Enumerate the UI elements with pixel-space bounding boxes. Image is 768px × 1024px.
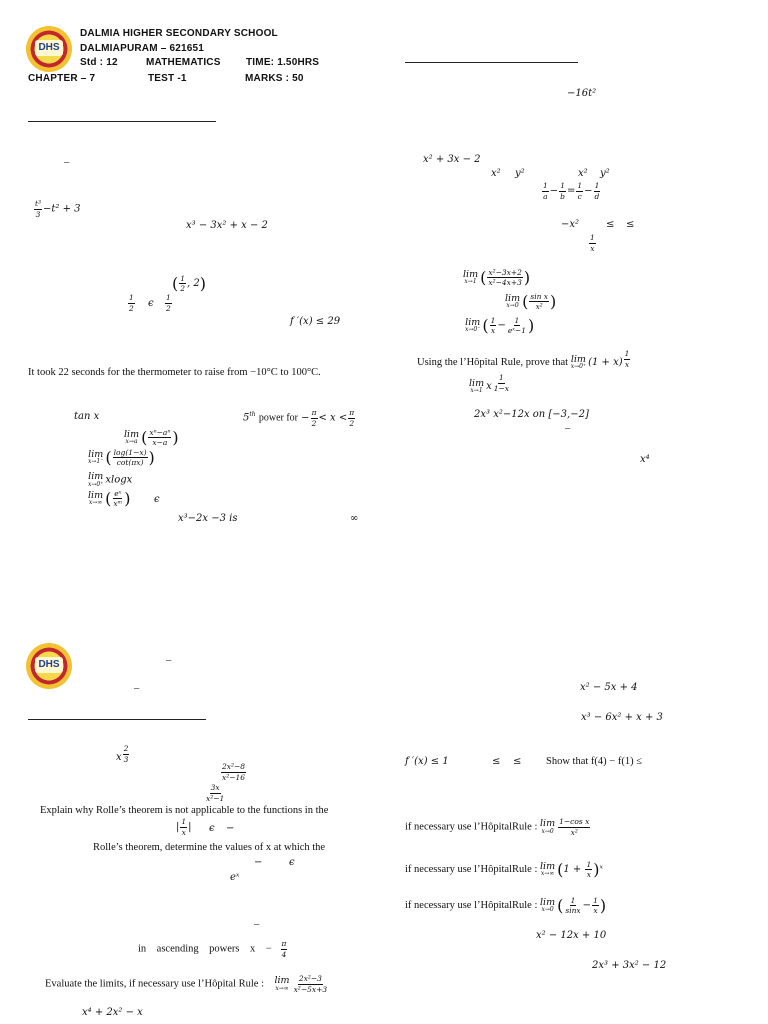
hopital-label: if necessary use l’HôpitalRule :: [405, 821, 538, 833]
question-text: Evaluate the limits, if necessary use l’Hôpital Rule : lim x→∞ $\frac{\text{2x²−3}}{\text{x²−5x+3}}$: [45, 974, 328, 994]
divider-left-top: [28, 121, 216, 122]
math-expression: x² − 5x + 4: [580, 682, 638, 693]
math-expression: x² + 3x − 2: [423, 154, 481, 165]
limit-expression: lim x→0⁺ xlogx: [88, 471, 133, 488]
limit-expression: lim x→1 x $^{\frac{1}{1-x}}$: [469, 373, 510, 395]
time-label: TIME: 1.50HRS: [246, 57, 320, 68]
math-fraction: $\frac{1}{2}$: [166, 293, 171, 313]
school-name: DALMIA HIGHER SECONDARY SCHOOL: [80, 28, 278, 39]
question-text: Explain why Rolle’s theorem is not applicable to the functions in the: [40, 805, 329, 816]
infinity-symbol: ∞: [350, 513, 359, 524]
question-text: if necessary use l’HôpitalRule : lim x→∞ (1 + $\frac{1}{x}$ )ˣ: [405, 859, 604, 879]
school-logo: [26, 26, 72, 72]
math-expression: eˣ: [230, 872, 240, 883]
evaluate-label: Evaluate the limits, if necessary use l’Hôpital Rule :: [45, 978, 264, 990]
math-expression: −16t²: [567, 88, 597, 99]
math-expression: f ′(x) ≤ 29: [290, 316, 341, 327]
question-text: Using the l’Hôpital Rule, prove that lim x→0⁺ (1 + x) $^{\frac{1}{x}}$: [417, 349, 630, 371]
math-expression: $\frac{\text{t³}}{3}$ −t² + 3: [35, 199, 81, 219]
school-logo-text: DHS: [35, 40, 63, 56]
math-fraction: $\frac{3x}{\text{x²−1}}$: [206, 783, 225, 803]
divider-left-bottom: [28, 719, 206, 720]
math-expression: x³−2x −3 is: [178, 513, 238, 524]
question-text: Show that f(4) − f(1) ≤: [546, 756, 642, 767]
leq-symbol: ≤: [513, 756, 522, 767]
math-expression: tan x: [74, 411, 100, 422]
math-expression: x²: [491, 168, 501, 179]
hopital-label: if necessary use l’HôpitalRule :: [405, 864, 538, 875]
math-expression: x⁴ + 2x² − x: [82, 1007, 143, 1018]
marks-label: MARKS : 50: [245, 73, 304, 84]
limit-expression: lim x→1⁻ ( $\frac{\log(1-x)}{\cot(\pi x)}$ ): [88, 447, 155, 467]
limit-expression: lim x→0⁻ ( $\frac{1}{x}$ − $\frac{1}{\text{eˣ−1}}$ ): [465, 315, 535, 335]
leq-symbol: ≤: [606, 219, 615, 230]
math-expression: 2x³ x²−12x on [−3,−2]: [474, 409, 589, 420]
math-expression: x⁴: [640, 454, 650, 465]
math-fraction: $\frac{\text{2x²−8}}{\text{x²−16}}$: [222, 762, 246, 782]
math-expression: 5th power for − $\frac{\pi}{2}$ < x < $\frac{\pi}{2}$: [243, 408, 355, 428]
question-text: in ascending powers x − $\frac{\pi}{4}$: [138, 939, 287, 959]
chapter-label: CHAPTER – 7: [28, 73, 96, 84]
math-expression: x²: [578, 168, 588, 179]
dash: −: [254, 857, 263, 868]
math-fraction: $\frac{1}{2}$: [129, 293, 134, 313]
math-expression: x $^{\frac{2}{3}}$: [116, 744, 129, 764]
math-expression: y²: [600, 168, 610, 179]
math-expression: x³ − 6x² + x + 3: [581, 712, 663, 723]
hopital-label: if necessary use l’HôpitalRule :: [405, 900, 538, 911]
math-expression: $\frac{1}{a}$ − $\frac{1}{b}$ = $\frac{1}{c}$ − $\frac{1}{d}$: [543, 181, 600, 201]
epsilon-symbol: ϵ: [154, 494, 160, 505]
dash: –: [254, 919, 260, 930]
std-label: Std : 12: [80, 57, 118, 68]
math-expression: x³ − 3x² + x − 2: [186, 220, 268, 231]
math-expression: −x²: [561, 219, 580, 230]
leq-symbol: ≤: [492, 756, 501, 767]
question-text: It took 22 seconds for the thermometer to raise from −10°C to 100°C.: [28, 367, 321, 378]
limit-expression: lim x→1 ( $\frac{\text{x²−3x+2}}{\text{x²−4x+3}}$ ): [463, 267, 531, 287]
school-place: DALMIAPURAM – 621651: [80, 43, 205, 54]
math-point: ( $\frac{1}{2}$ , 2): [172, 273, 207, 293]
epsilon-symbol: ϵ: [289, 857, 295, 868]
dash: –: [565, 423, 571, 434]
subject-label: MATHEMATICS: [146, 57, 221, 68]
math-expression: x² − 12x + 10: [536, 930, 607, 941]
limit-expression: lim x→a ( $\frac{\text{xⁿ−aⁿ}}{x-a}$ ): [124, 427, 179, 447]
dash: –: [64, 157, 70, 168]
dash: –: [166, 655, 172, 666]
math-expression: 2x³ + 3x² − 12: [592, 960, 667, 971]
school-logo-text: DHS: [35, 657, 63, 673]
dash: –: [134, 683, 140, 694]
limit-expression: lim x→0 ( $\frac{\text{sin x}}{\text{x²}}$ ): [505, 291, 557, 311]
limit-expression: lim x→∞ ( $\frac{\text{eˣ}}{\text{xᵐ}}$ ): [88, 488, 131, 508]
epsilon-symbol: ϵ: [209, 823, 215, 834]
math-expression: y²: [515, 168, 525, 179]
question-text: Rolle’s theorem, determine the values of x at which the: [93, 842, 326, 853]
question-text: if necessary use l’HôpitalRule : lim x→0 $\frac{\text{1−cos x}}{\text{x²}}$: [405, 817, 590, 837]
leq-symbol: ≤: [626, 219, 635, 230]
math-fraction: $\frac{1}{x}$: [590, 233, 595, 253]
math-expression: | $\frac{1}{x}$ |: [176, 817, 192, 837]
epsilon-symbol: ϵ: [148, 298, 154, 309]
school-logo: [26, 643, 72, 689]
dash: −: [226, 823, 235, 834]
divider-right-top: [405, 62, 578, 63]
test-label: TEST -1: [148, 73, 187, 84]
question-text: if necessary use l’HôpitalRule : lim x→0 ( $\frac{1}{\sin x}$ − $\frac{1}{x}$ ): [405, 895, 607, 915]
math-expression: f ′(x) ≤ 1: [405, 756, 449, 767]
